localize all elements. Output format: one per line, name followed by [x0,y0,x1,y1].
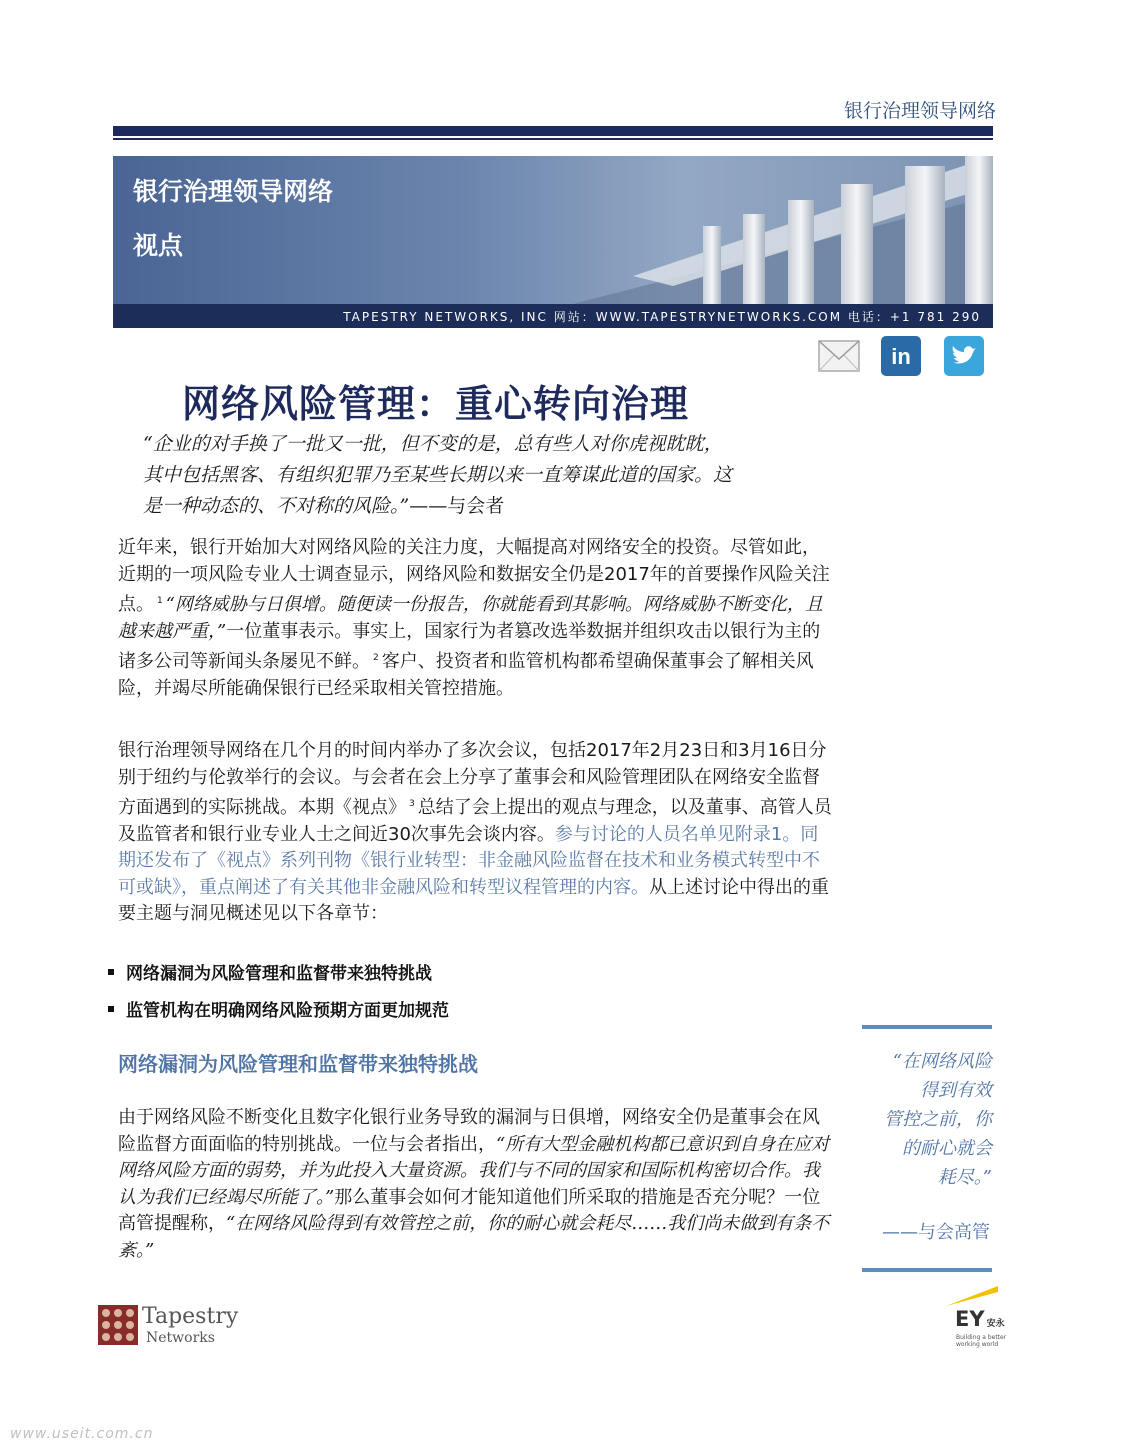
tapestry-subname: Networks [146,1330,215,1346]
banner-title: 银行治理领导网络 [133,177,334,206]
header-title: 银行治理领导网络 [843,100,996,122]
paragraph-intro: 近年来，银行开始加大对网络风险的关注力度，大幅提高对网络安全的投资。尽管如此，近期的一项风险专业人士调查显示，网络风险和数据安全仍是2017年的首要操作风险关注点。 $^1$ “网络威胁与日俱增。随便读一份报告，你就能看到其影响。网络威胁不断变化，且越来越严重，”一位董事表示。事实上，国家行为者篡改选举数据并组织攻击以银行为主的诸多公司等新闻头条屡见不鲜。 $^2$ 客户、投资者和监管机构都希望确保董事会了解相关风险，并竭尽所能确保银行已经采取相关管控措施。 [118,537,830,699]
paragraph-meetings: 银行治理领导网络在几个月的时间内举办了多次会议，包括2017年2月23日和3月16日分别于纽约与伦敦举行的会议。与会者在会上分享了董事会和风险管理团队在网络安全监督方面遇到的实际挑战。本期《视点》 $^3$ 总结了会上提出的观点与理念，以及董事、高管人员及监管者和银行业专业人士之间近30次事先会谈内容。参与讨论的人员名单见附录1。同期还发布了《视点》系列刊物《银行业转型：非金融风险监督在技术和业务模式转型中不可或缺》，重点阐述了有关其他非金融风险和转型议程管理的内容。从上述讨论中得出的重要主题与洞见概述见以下各章节： [118,740,832,924]
footnote-ref[interactable]: 2 [373,653,379,663]
inline-quote: “网络威胁与日俱增。随便读一份报告，你就能看到其影响。网络威胁不断变化，且越来越严重，” [118,594,823,642]
header-rule [113,126,993,136]
lead-quote-line: “企业的对手换了一批又一批，但不变的是，总有些人对你虎视眈眈， [143,433,723,455]
section-heading: 网络漏洞为风险管理和监督带来独特挑战 [118,1052,478,1076]
linkedin-label: in [891,344,911,369]
lead-quote [143,429,823,522]
watermark: www.useit.com.cn [10,1426,154,1442]
tapestry-name: Tapestry [142,1304,239,1329]
inline-quote: “在网络风险得到有效管控之前，你的耐心就会耗尽……我们尚未做到有条不紊。” [118,1213,830,1261]
sidebar-quote: “在网络风险 得到有效 管控之前，你 的耐心就会 耗尽。” [884,1051,992,1188]
sidebar-rule-bottom [862,1268,992,1272]
header-rule-thin [113,138,993,140]
article-title: 网络风险管理：重心转向治理 [182,382,690,426]
ey-tagline: Building a better working world [956,1334,1007,1348]
banner-contact: TAPESTRY NETWORKS, INC 网站：WWW.TAPESTRYNETWORKS.COM 电话：+1 781 290 [343,310,981,324]
footnote-ref[interactable]: 1 [157,596,163,606]
columns-illustration [573,156,993,304]
ey-logo: EY 安永 [955,1307,1005,1331]
paragraph-challenges: 由于网络风险不断变化且数字化银行业务导致的漏洞与日俱增，网络安全仍是董事会在风险监督方面面临的特别挑战。一位与会者指出，“所有大型金融机构都已意识到自身在应对网络风险方面的弱势，并为此投入大量资源。我们与不同的国家和国际机构密切合作。我认为我们已经竭尽所能了。”那么董事会如何才能知道他们所采取的措施是否充分呢？一位高管提醒称，“在网络风险得到有效管控之前，你的耐心就会耗尽……我们尚未做到有条不紊。” [118,1107,830,1261]
bullet-item: 监管机构在明确网络风险预期方面更加规范 [108,996,449,1021]
inline-quote: “所有大型金融机构都已意识到自身在应对网络风险方面的弱势，并为此投入大量资源。我们与不同的国家和国际机构密切合作。我认为我们已经竭尽所能了。” [118,1133,830,1208]
sidebar-rule-top [862,1025,992,1029]
footnote-ref[interactable]: 3 [409,799,415,809]
lead-quote-text: 是一种动态的、不对称的风险。” [143,495,410,517]
bullet-item: 网络漏洞为风险管理和监督带来独特挑战 [108,959,432,984]
lead-quote-line: 其中包括黑客、有组织犯罪乃至某些长期以来一直筹谋此道的国家。这 [143,464,733,486]
lead-quote-line [143,491,823,522]
banner [113,156,993,328]
appendix-link[interactable]: 参与讨论的人员名单见附录1。同期还发布了《视点》系列刊物《银行业转型：非金融风险监督在技术和业务模式转型中不可或缺》，重点阐述了有关其他非金融风险和转型议程管理的内容。 [118,823,820,898]
bullet-square-icon [108,1006,114,1012]
mail-icon[interactable] [818,335,860,377]
bullet-square-icon [108,969,114,975]
banner-subtitle: 视点 [133,231,184,260]
twitter-bird-icon[interactable] [943,335,985,377]
sidebar-quote-attribution: ——与会高管 [882,1222,990,1243]
lead-quote-attribution: ——与会者 [409,495,505,517]
tapestry-logo-icon [98,1305,138,1349]
linkedin-icon[interactable] [880,335,922,377]
